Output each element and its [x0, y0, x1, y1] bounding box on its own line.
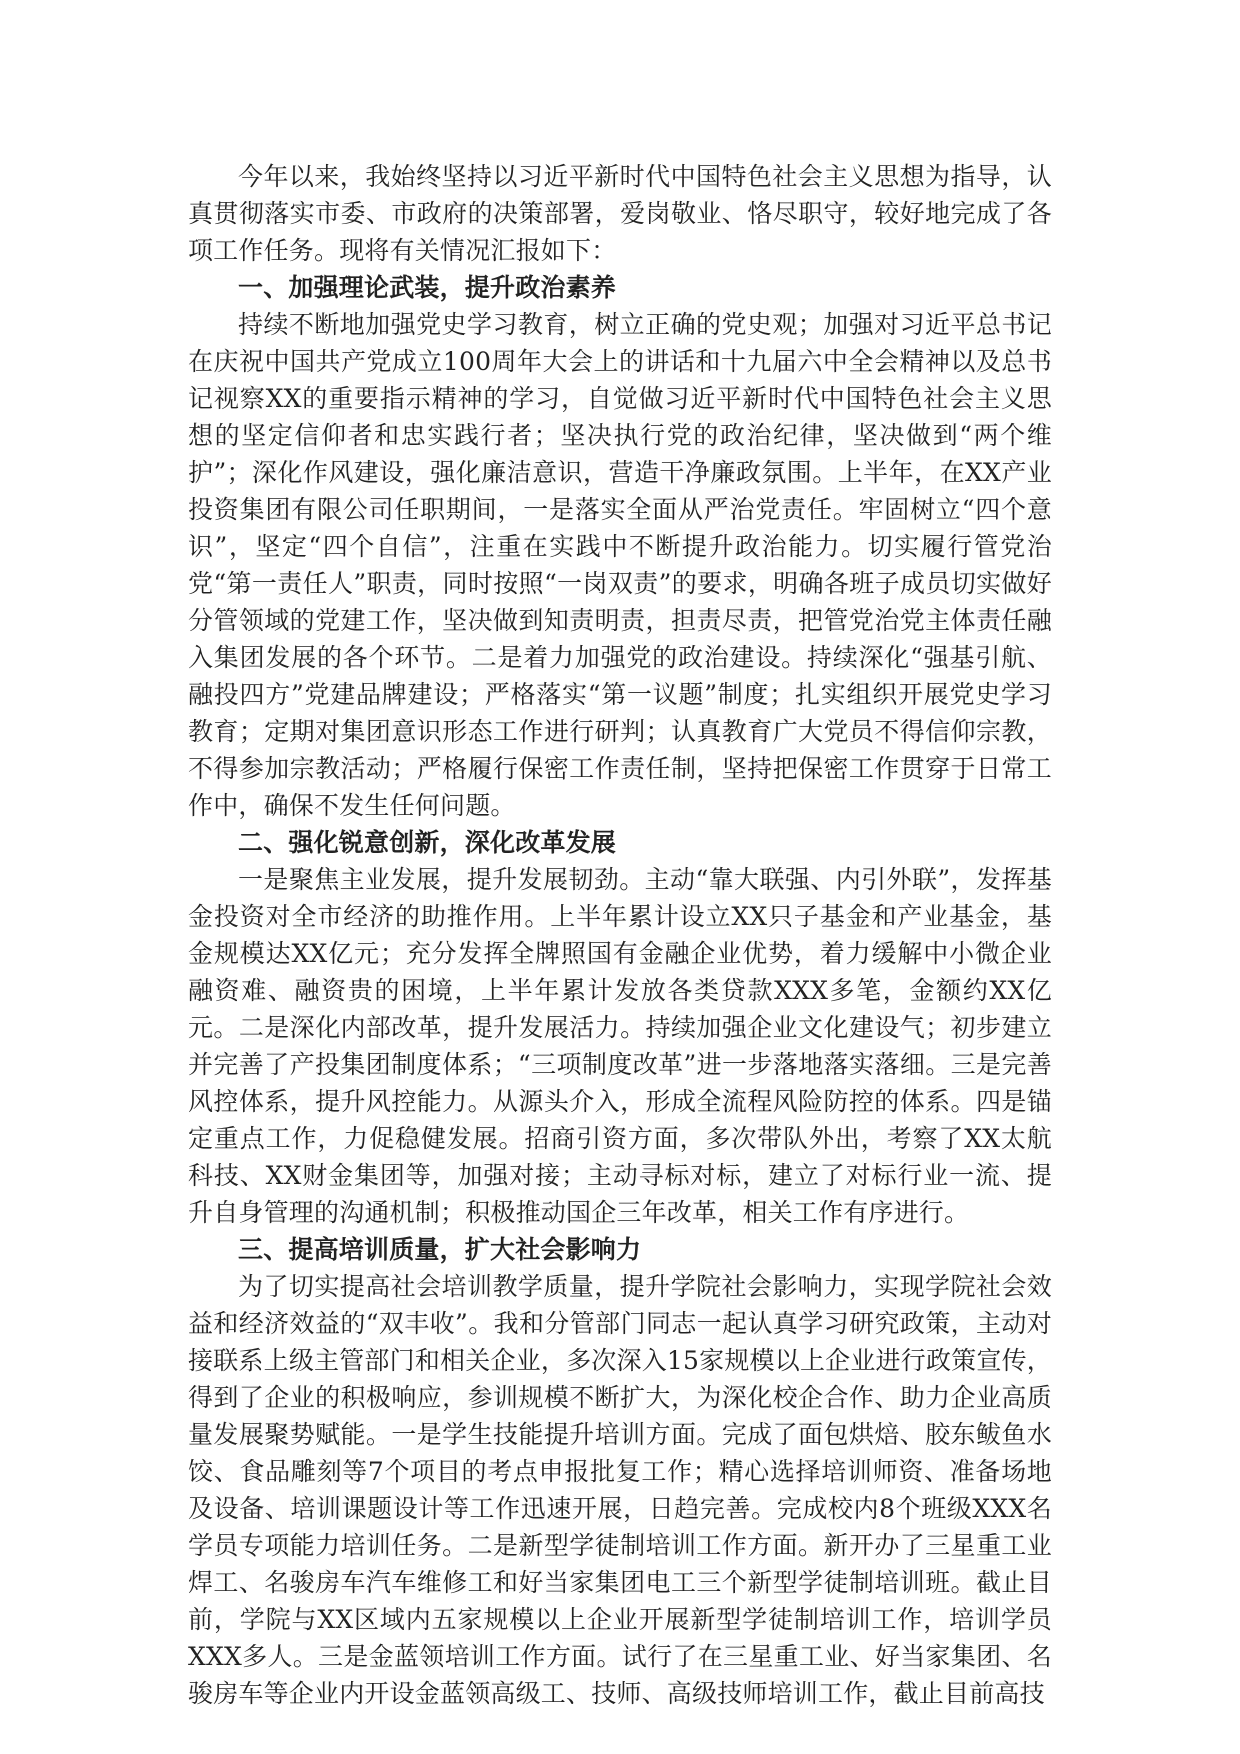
section-1-body: 持续不断地加强党史学习教育，树立正确的党史观；加强对习近平总书记在庆祝中国共产党成立100周年大会上的讲话和十九届六中全会精神以及总书记视察XX的重要指示精神的学习，自觉做习近平新时代中国特色社会主义思想的坚定信仰者和忠实践行者；坚决执行党的政治纪律，坚决做到“两个维护”；深化作风建设，强化廉洁意识，营造干净廉政氛围。上半年，在XX产业投资集团有限公司任职期间，一是落实全面从严治党责任。牢固树立“四个意识”，坚定“四个自信”，注重在实践中不断提升政治能力。切实履行管党治党“第一责任人”职责，同时按照“一岗双责”的要求，明确各班子成员切实做好分管领域的党建工作，坚决做到知责明责，担责尽责，把管党治党主体责任融入集团发展的各个环节。二是着力加强党的政治建设。持续深化“强基引航、融投四方”党建品牌建设；严格落实“第一议题”制度；扎实组织开展党史学习教育；定期对集团意识形态工作进行研判；认真教育广大党员不得信仰宗教，不得参加宗教活动；严格履行保密工作责任制，坚持把保密工作贯穿于日常工作中，确保不发生任何问题。 [188, 310, 1052, 820]
section-3-body: 为了切实提高社会培训教学质量，提升学院社会影响力，实现学院社会效益和经济效益的“双丰收”。我和分管部门同志一起认真学习研究政策，主动对接联系上级主管部门和相关企业，多次深入15家规模以上企业进行政策宣传，得到了企业的积极响应，参训规模不断扩大，为深化校企合作、助力企业高质量发展聚势赋能。一是学生技能提升培训方面。完成了面包烘焙、胶东鲅鱼水饺、食品雕刻等7个项目的考点申报批复工作；精心选择培训师资、准备场地及设备、培训课题设计等工作迅速开展，日趋完善。完成校内8个班级XXX名学员专项能力培训任务。二是新型学徒制培训工作方面。新开办了三星重工业焊工、名骏房车汽车维修工和好当家集团电工三个新型学徒制培训班。截止目前，学院与XX区域内五家规模以上企业开展新型学徒制培训工作，培训学员XXX多人。三是金蓝领培训工作方面。试行了在三星重工业、好当家集团、名骏房车等企业内开设金蓝领高级工、技师、高级技师培训工作，截止目前高技 [188, 1272, 1052, 1708]
section-2-heading: 二、强化锐意创新，深化改革发展 [238, 828, 617, 857]
section-2-body: 一是聚焦主业发展，提升发展韧劲。主动“靠大联强、内引外联”，发挥基金投资对全市经济的助推作用。上半年累计设立XX只子基金和产业基金，基金规模达XX亿元；充分发挥全牌照国有金融企业优势，着力缓解中小微企业融资难、融资贵的困境，上半年累计发放各类贷款XXX多笔，金额约XX亿元。二是深化内部改革，提升发展活力。持续加强企业文化建设气；初步建立并完善了产投集团制度体系；“三项制度改革”进一步落地落实落细。三是完善风控体系，提升风控能力。从源头介入，形成全流程风险防控的体系。四是锚定重点工作，力促稳健发展。招商引资方面，多次带队外出，考察了XX太航科技、XX财金集团等，加强对接；主动寻标对标，建立了对标行业一流、提升自身管理的沟通机制；积极推动国企三年改革，相关工作有序进行。 [188, 865, 1052, 1227]
section-3-heading: 三、提高培训质量，扩大社会影响力 [238, 1235, 642, 1264]
document-page [188, 158, 1052, 1712]
intro-paragraph: 今年以来，我始终坚持以习近平新时代中国特色社会主义思想为指导，认真贯彻落实市委、市政府的决策部署，爱岗敬业、恪尽职守，较好地完成了各项工作任务。现将有关情况汇报如下： [188, 162, 1052, 265]
section-1-heading: 一、加强理论武装，提升政治素养 [238, 273, 617, 302]
